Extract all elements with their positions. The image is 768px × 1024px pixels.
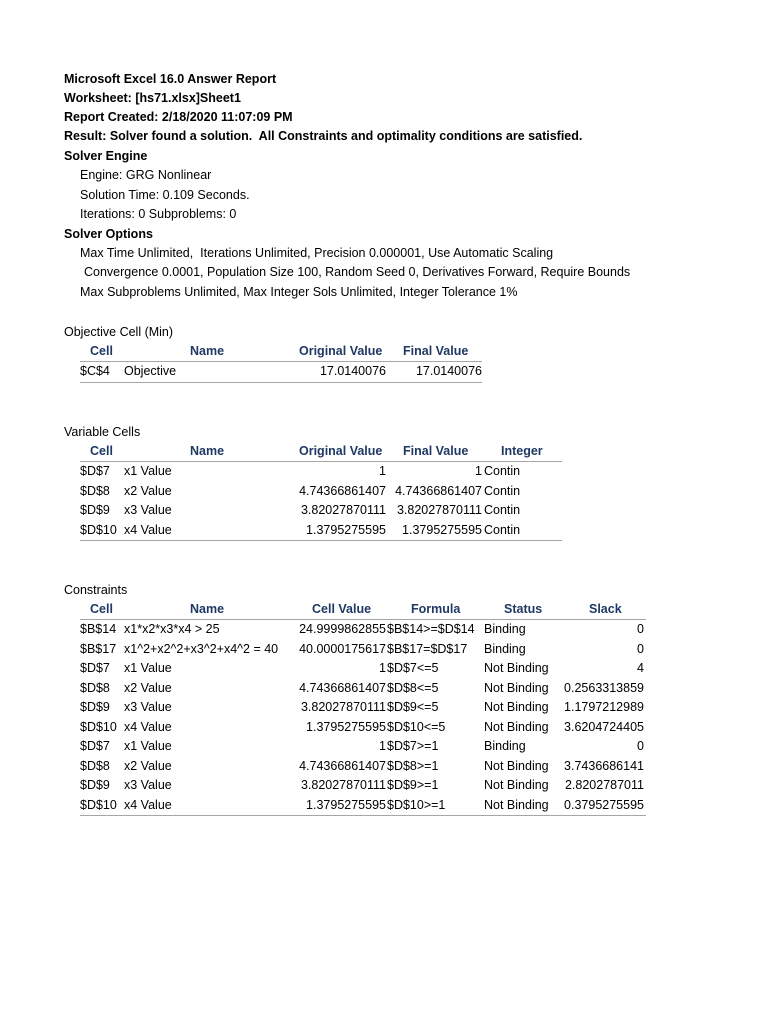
- cell-value: 3.82027870111: [300, 778, 386, 792]
- col-header-original-value: Original Value: [299, 344, 383, 358]
- cell-name: x2 Value: [124, 758, 172, 773]
- col-header-name: Name: [190, 602, 225, 616]
- formula: $D$9<=5: [387, 700, 439, 714]
- solver-engine-heading: Solver Engine: [64, 149, 148, 163]
- integer-type: Contin: [484, 464, 521, 478]
- table-row: [80, 796, 646, 817]
- worksheet-line: Worksheet: [hs71.xlsx]Sheet1: [64, 91, 241, 105]
- table-row: [80, 776, 646, 796]
- col-header-original-value: Original Value: [299, 444, 383, 458]
- formula: $D$8>=1: [387, 758, 439, 773]
- col-header-formula: Formula: [411, 602, 461, 616]
- col-header-name: Name: [190, 344, 225, 358]
- cell-ref: $D$7: [80, 464, 110, 478]
- slack: 0.2563313859: [564, 680, 644, 695]
- formula: $B$17=$D$17: [387, 641, 468, 656]
- cell-name: x4 Value: [124, 797, 172, 812]
- variable-cells-section-title: Variable Cells: [64, 425, 141, 439]
- cell-value: 3.82027870111: [300, 700, 386, 714]
- slack: 0: [637, 641, 644, 656]
- cell-name: x3 Value: [124, 700, 172, 714]
- cell-value: 1: [379, 739, 386, 753]
- cell-name: x3 Value: [124, 503, 172, 517]
- variable-cells-table: [80, 442, 562, 541]
- formula: $D$7<=5: [387, 661, 439, 675]
- cell-value: 4.74366861407: [299, 758, 386, 773]
- report-created-line: Report Created: 2/18/2020 11:07:09 PM: [64, 110, 293, 124]
- col-header-cell: Cell: [90, 444, 113, 458]
- cell-ref: $D$9: [80, 503, 110, 517]
- formula: $D$8<=5: [387, 680, 439, 695]
- col-header-cell: Cell: [90, 602, 113, 616]
- col-header-cell-value: Cell Value: [312, 602, 372, 616]
- status: Not Binding: [484, 797, 549, 812]
- cell-value: 24.9999862855: [299, 622, 386, 636]
- status: Binding: [484, 622, 526, 636]
- cell-name: Objective: [124, 364, 177, 378]
- formula: $D$7>=1: [387, 739, 439, 753]
- cell-ref: $D$10: [80, 522, 117, 537]
- cell-name: x2 Value: [124, 680, 172, 695]
- table-row: [80, 659, 646, 679]
- cell-name: x1 Value: [124, 661, 172, 675]
- cell-name: x4 Value: [124, 522, 172, 537]
- constraints-header-row: [80, 600, 646, 620]
- objective-section-title: Objective Cell (Min): [64, 325, 174, 339]
- table-row: [80, 362, 482, 383]
- cell-ref: $D$7: [80, 739, 110, 753]
- table-row: [80, 482, 562, 502]
- formula: $D$9>=1: [387, 778, 439, 792]
- cell-name: x1*x2*x3*x4 > 25: [124, 622, 220, 636]
- objective-table: [80, 342, 482, 383]
- final-value: 1.3795275595: [402, 522, 482, 537]
- col-header-status: Status: [504, 602, 543, 616]
- status: Not Binding: [484, 758, 549, 773]
- status: Not Binding: [484, 661, 549, 675]
- options-line-3: Max Subproblems Unlimited, Max Integer Sols Unlimited, Integer Tolerance 1%: [80, 285, 518, 299]
- table-row: [80, 757, 646, 777]
- slack: 1.1797212989: [564, 700, 644, 714]
- status: Binding: [484, 641, 526, 656]
- engine-line: Engine: GRG Nonlinear: [80, 168, 212, 182]
- original-value: 1.3795275595: [306, 522, 386, 537]
- cell-ref: $D$7: [80, 661, 110, 675]
- cell-ref: $D$10: [80, 797, 117, 812]
- constraints-table: [80, 600, 646, 816]
- status: Not Binding: [484, 719, 549, 734]
- cell-ref: $D$9: [80, 700, 110, 714]
- objective-header-row: [80, 342, 482, 362]
- cell-ref: $D$8: [80, 680, 110, 695]
- slack: 3.7436686141: [564, 758, 644, 773]
- cell-ref: $D$8: [80, 758, 110, 773]
- col-header-final-value: Final Value: [403, 444, 469, 458]
- original-value: 17.0140076: [319, 364, 386, 378]
- final-value: 3.82027870111: [396, 503, 482, 517]
- slack: 4: [637, 661, 644, 675]
- cell-name: x3 Value: [124, 778, 172, 792]
- col-header-slack: Slack: [589, 602, 622, 616]
- options-line-1: Max Time Unlimited, Iterations Unlimited, Precision 0.000001, Use Automatic Scaling: [80, 246, 554, 260]
- slack: 0.3795275595: [564, 797, 644, 812]
- cell-name: x2 Value: [124, 483, 172, 498]
- col-header-final-value: Final Value: [403, 344, 469, 358]
- final-value: 1: [475, 464, 482, 478]
- table-row: [80, 737, 646, 757]
- cell-value: 4.74366861407: [299, 680, 386, 695]
- slack: 2.8202787011: [564, 778, 644, 792]
- solver-options-heading: Solver Options: [64, 227, 153, 241]
- formula: $B$14>=$D$14: [387, 622, 475, 636]
- status: Binding: [484, 739, 526, 753]
- final-value: 4.74366861407: [395, 483, 482, 498]
- original-value: 1: [379, 464, 386, 478]
- integer-type: Contin: [484, 522, 521, 537]
- table-row: [80, 640, 646, 660]
- formula: $D$10<=5: [387, 719, 446, 734]
- table-row: [80, 462, 562, 482]
- constraints-section-title: Constraints: [64, 583, 128, 597]
- cell-ref: $C$4: [80, 364, 110, 378]
- col-header-cell: Cell: [90, 344, 113, 358]
- table-row: [80, 698, 646, 718]
- report-title: Microsoft Excel 16.0 Answer Report: [64, 72, 277, 86]
- table-row: [80, 521, 562, 542]
- table-row: [80, 679, 646, 699]
- integer-type: Contin: [484, 483, 521, 498]
- cell-value: 1.3795275595: [306, 719, 386, 734]
- cell-ref: $B$17: [80, 641, 117, 656]
- cell-value: 40.0000175617: [299, 641, 386, 656]
- solution-time-line: Solution Time: 0.109 Seconds.: [80, 188, 250, 202]
- formula: $D$10>=1: [387, 797, 446, 812]
- status: Not Binding: [484, 778, 549, 792]
- col-header-integer: Integer: [501, 444, 543, 458]
- variables-header-row: [80, 442, 562, 462]
- options-line-2: Convergence 0.0001, Population Size 100, Random Seed 0, Derivatives Forward, Require Bounds: [84, 265, 631, 279]
- cell-name: x1 Value: [124, 464, 172, 478]
- slack: 3.6204724405: [564, 719, 644, 734]
- cell-name: x1^2+x2^2+x3^2+x4^2 = 40: [124, 641, 279, 656]
- col-header-name: Name: [190, 444, 225, 458]
- slack: 0: [637, 739, 644, 753]
- cell-ref: $D$9: [80, 778, 110, 792]
- table-row: [80, 620, 646, 640]
- final-value: 17.0140076: [415, 364, 482, 378]
- cell-value: 1: [379, 661, 386, 675]
- table-row: [80, 718, 646, 738]
- cell-ref: $B$14: [80, 622, 117, 636]
- original-value: 4.74366861407: [299, 483, 386, 498]
- status: Not Binding: [484, 700, 549, 714]
- status: Not Binding: [484, 680, 549, 695]
- original-value: 3.82027870111: [300, 503, 386, 517]
- cell-name: x1 Value: [124, 739, 172, 753]
- result-line: Result: Solver found a solution. All Constraints and optimality conditions are satisfied.: [64, 129, 583, 143]
- cell-name: x4 Value: [124, 719, 172, 734]
- cell-value: 1.3795275595: [306, 797, 386, 812]
- slack: 0: [637, 622, 644, 636]
- integer-type: Contin: [484, 503, 521, 517]
- cell-ref: $D$8: [80, 483, 110, 498]
- table-row: [80, 501, 562, 521]
- iterations-line: Iterations: 0 Subproblems: 0: [80, 207, 237, 221]
- cell-ref: $D$10: [80, 719, 117, 734]
